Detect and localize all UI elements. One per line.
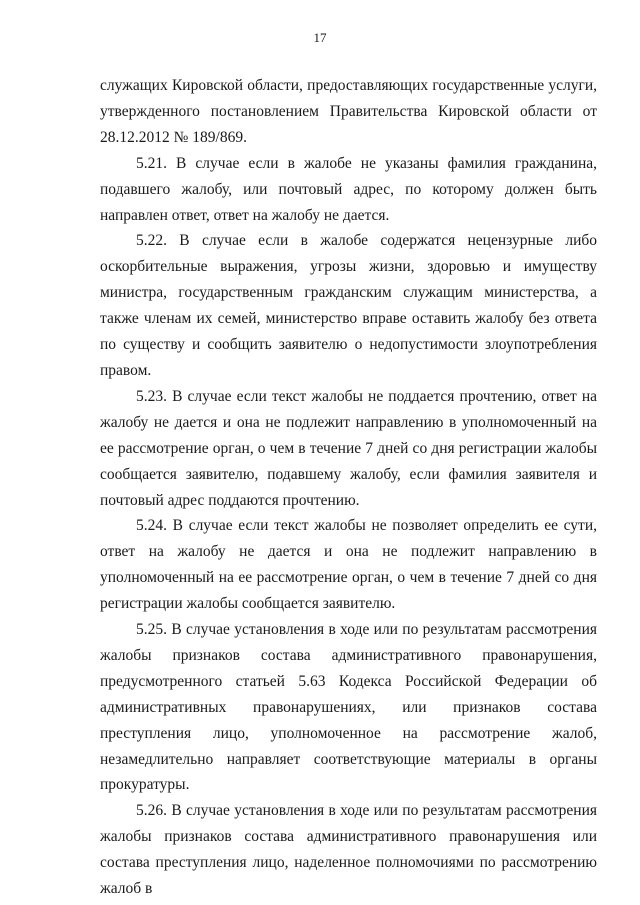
paragraph-5-24: 5.24. В случае если текст жалобы не позволяет определить ее сути, ответ на жалобу не дается и она не подлежит направлению в уполномоченный на ее рассмотрение орган, о чем в течение 7 дней со дня регистрации жалобы сообщается заявителю. — [100, 517, 597, 613]
paragraph-5-21: 5.21. В случае если в жалобе не указаны фамилия гражданина, подавшего жалобу, или почтовый адрес, по которому должен быть направлен ответ, ответ на жалобу не дается. — [100, 154, 597, 224]
paragraph-5-25: 5.25. В случае установления в ходе или по результатам рассмотрения жалобы признаков состава административного правонарушения, предусмотренного статьей 5.63 Кодекса Российской Федерации об административных правонарушениях, или признаков состава преступления лицо, уполномоченное на рассмотрение жалоб, незамедлительно направляет соответствующие материалы в органы прокуратуры. — [100, 621, 597, 794]
paragraph-5-22: 5.22. В случае если в жалобе содержатся нецензурные либо оскорбительные выражения, угрозы жизни, здоровью и имуществу министра, государственным гражданским служащим министерства, а также членам их семей, министерство вправе оставить жалобу без ответа по существу и сообщить заявителю о недопустимости злоупотребления правом. — [100, 232, 597, 379]
paragraph-continuation: служащих Кировской области, предоставляющих государственные услуги, утвержденного постановлением Правительства Кировской области от 28.12.2012 № 189/869. — [100, 77, 597, 146]
page-number: 17 — [313, 30, 327, 45]
document-body — [100, 73, 597, 902]
paragraph-5-26: 5.26. В случае установления в ходе или по результатам рассмотрения жалобы признаков состава административного правонарушения или состава преступления лицо, наделенное полномочиями по рассмотрению жалоб в — [100, 802, 597, 898]
paragraph-5-23: 5.23. В случае если текст жалобы не поддается прочтению, ответ на жалобу не дается и она не подлежит направлению в уполномоченный на ее рассмотрение орган, о чем в течение 7 дней со дня регистрации жалобы сообщается заявителю, подавшему жалобу, если фамилия заявителя и почтовый адрес поддаются прочтению. — [100, 387, 597, 509]
